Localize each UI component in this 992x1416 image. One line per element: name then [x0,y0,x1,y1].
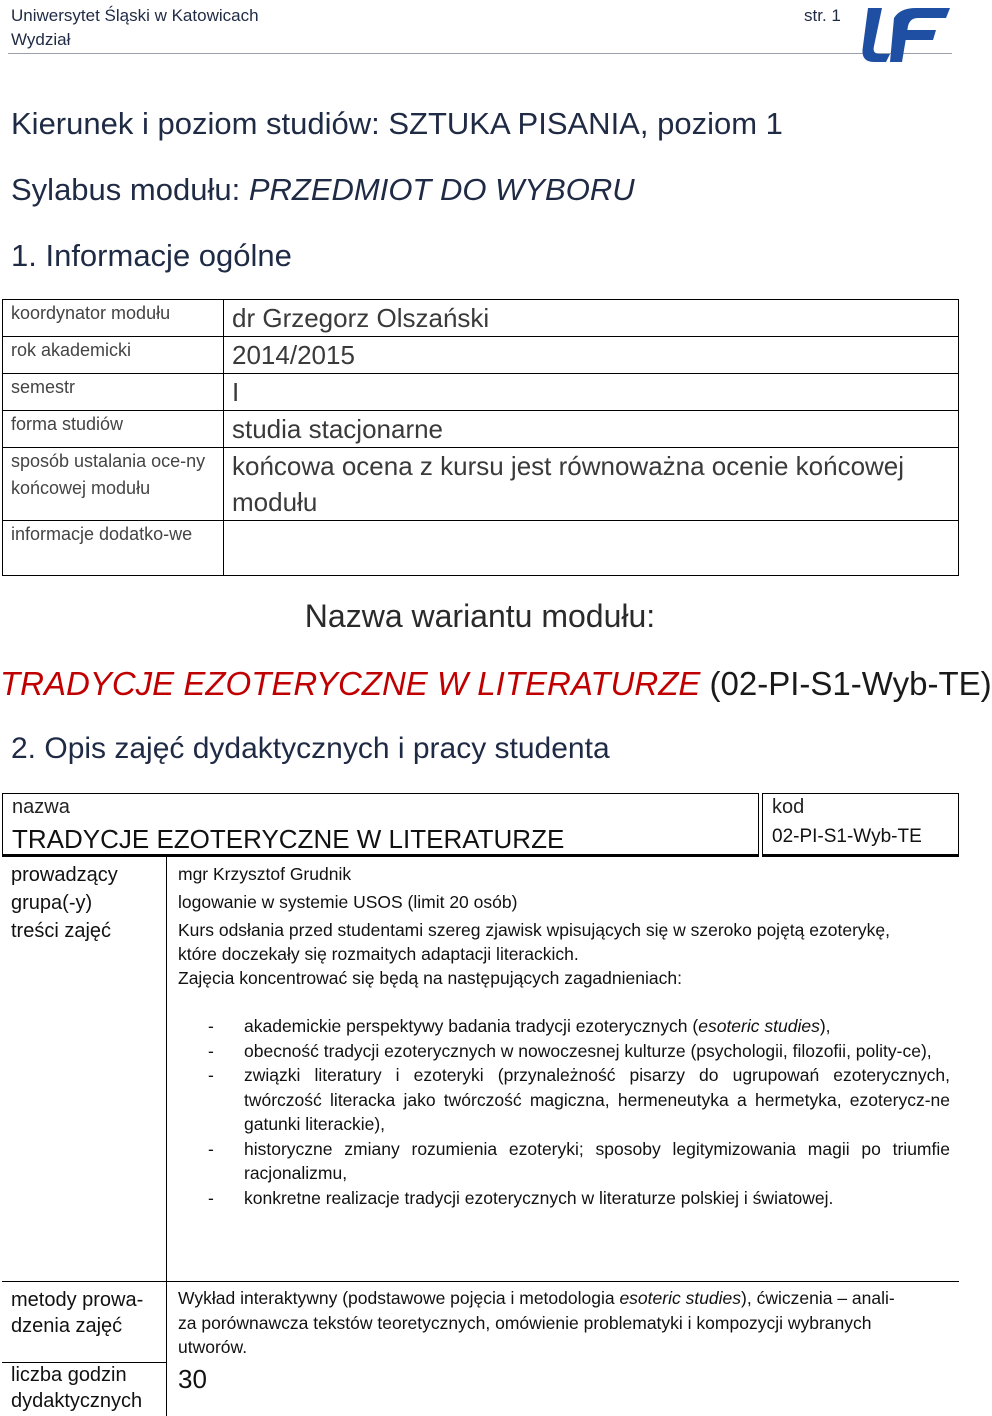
topic-text: związki literatury i ezoteryki (przynależność pisarzy do ugrupowań ezoterycznych, twórczość literacka jako twórczość magiczna, hermeneutyka a hermetyka, ezoterycz-ne gatunki literackie), [244,1065,950,1134]
methods-line: utworów. [178,1337,248,1357]
methods-value [178,1286,950,1360]
topic-text-end: ), [819,1016,831,1036]
content-intro-1: Kurs odsłania przed studentami szereg zjawisk wpisujących się w szeroko pojętą ezoterykę, [178,920,890,940]
info-row [3,300,959,337]
header-left [11,4,259,52]
info-value: końcowa ocena z kursu jest równoważna ocenie końcowej modułu [224,448,959,521]
syllabus-title [11,172,635,208]
list-item: - związki literatury i ezoteryki (przynależność pisarzy do ugrupowań ezoterycznych, twórczość literacka jako twórczość magiczna, hermeneutyka a hermetyka, ezoterycz-ne gatunki literackie), [208,1065,950,1134]
group-label: grupa(-y) [11,892,93,914]
syllabus-prefix: Sylabus modułu: [11,172,249,207]
variant-label: Nazwa wariantu modułu: [304,598,656,634]
hours-label-line: dydaktycznych [11,1390,143,1412]
topics-list [178,1014,950,1210]
info-label: forma studiów [3,411,224,448]
topic-text: konkretne realizacje tradycji ezoterycznych w literaturze polskiej i światowej. [244,1187,834,1208]
content-label: treści zajęć [11,920,112,942]
page-number: str. 1 [804,6,841,25]
column-divider [166,857,167,1282]
list-item: - obecność tradycji ezoterycznych w nowoczesnej kulturze (psychologii, filozofii, polity-ce), [208,1040,932,1061]
topic-text: historyczne zmiany rozumienia ezoteryki; sposoby legitymizowania magii po triumfie racjonalizmu, [244,1138,950,1183]
general-info-table [2,299,959,576]
methods-label-line: dzenia zajęć [11,1315,123,1337]
variant-code: (02-PI-S1-Wyb-TE) [709,665,992,702]
code-label: kod [772,796,805,818]
methods-label [11,1287,143,1339]
syllabus-name: PRZEDMIOT DO WYBORU [248,172,635,207]
info-value [224,521,959,576]
hours-value: 30 [178,1364,207,1394]
section1-title: 1. Informacje ogólne [11,238,292,273]
info-label: sposób ustalania oce-ny końcowej modułu [3,448,224,521]
hours-label [11,1362,142,1414]
methods-text: Wykład interaktywny (podstawowe pojęcia i metodologia [178,1288,620,1308]
instructor-value: mgr Krzysztof Grudnik [178,864,352,884]
info-label: koordynator modułu [3,300,224,337]
info-value: studia stacjonarne [224,411,959,448]
content-intro-2: które doczekały się rozmaitych adaptacji literackich. [178,944,579,964]
info-label: rok akademicki [3,337,224,374]
methods-line: za porównawcza tekstów teoretycznych, omówienie problematyki i kompozycji wybranych [178,1312,872,1333]
row-divider [2,1281,959,1282]
info-row [3,521,959,576]
info-row [3,411,959,448]
info-label: semestr [3,374,224,411]
module-name: TRADYCJE EZOTERYCZNE W LITERATURZE [12,824,565,854]
instructor-label: prowadzący [11,864,118,886]
module-name-box [2,793,759,857]
methods-line [178,1286,950,1311]
info-row [3,337,959,374]
university-name: Uniwersytet Śląski w Katowicach [11,6,259,25]
info-value: I [224,374,959,411]
content-intro-3: Zajęcia koncentrować się będą na następujących zagadnieniach: [178,968,682,988]
column-divider [166,1282,167,1416]
methods-emphasis: esoteric studies [619,1288,742,1308]
hours-label-line: liczba godzin [11,1364,127,1386]
group-value: logowanie w systemie USOS (limit 20 osób) [178,892,518,912]
module-code-box [762,793,959,857]
program-name: SZTUKA PISANIA, poziom 1 [388,106,783,141]
section2-title: 2. Opis zajęć dydaktycznych i pracy studenta [11,732,610,765]
methods-label-line: metody prowa- [11,1289,144,1311]
list-item: - akademickie perspektywy badania tradycji ezoterycznych (esoteric studies), [208,1016,831,1036]
module-code: 02-PI-S1-Wyb-TE [772,826,922,847]
topic-emphasis: esoteric studies [698,1016,820,1036]
list-item: - historyczne zmiany rozumienia ezoteryki; sposoby legitymizowania magii po triumfie racjonalizmu, [208,1138,950,1183]
info-value: dr Grzegorz Olszański [224,300,959,337]
name-label: nazwa [12,796,70,818]
info-label: informacje dodatko-we [3,521,224,576]
program-prefix: Kierunek i poziom studiów: [11,106,389,141]
info-row [3,374,959,411]
variant-name: TRADYCJE EZOTERYCZNE W LITERATURZE [0,665,701,702]
program-title [11,106,783,142]
methods-text-end: ), ćwiczenia – anali- [741,1288,895,1308]
info-row [3,448,959,521]
info-value: 2014/2015 [224,337,959,374]
variant-title [0,665,992,703]
list-item: - konkretne realizacje tradycji ezoterycznych w literaturze polskiej i światowej. [208,1187,834,1208]
university-logo-icon [860,0,952,64]
header-rule [8,53,952,54]
faculty-name: Wydział [11,30,71,49]
topic-text: obecność tradycji ezoterycznych w nowoczesnej kulturze (psychologii, filozofii, polity-ce), [244,1040,932,1061]
topic-text: akademickie perspektywy badania tradycji ezoterycznych ( [244,1016,699,1036]
